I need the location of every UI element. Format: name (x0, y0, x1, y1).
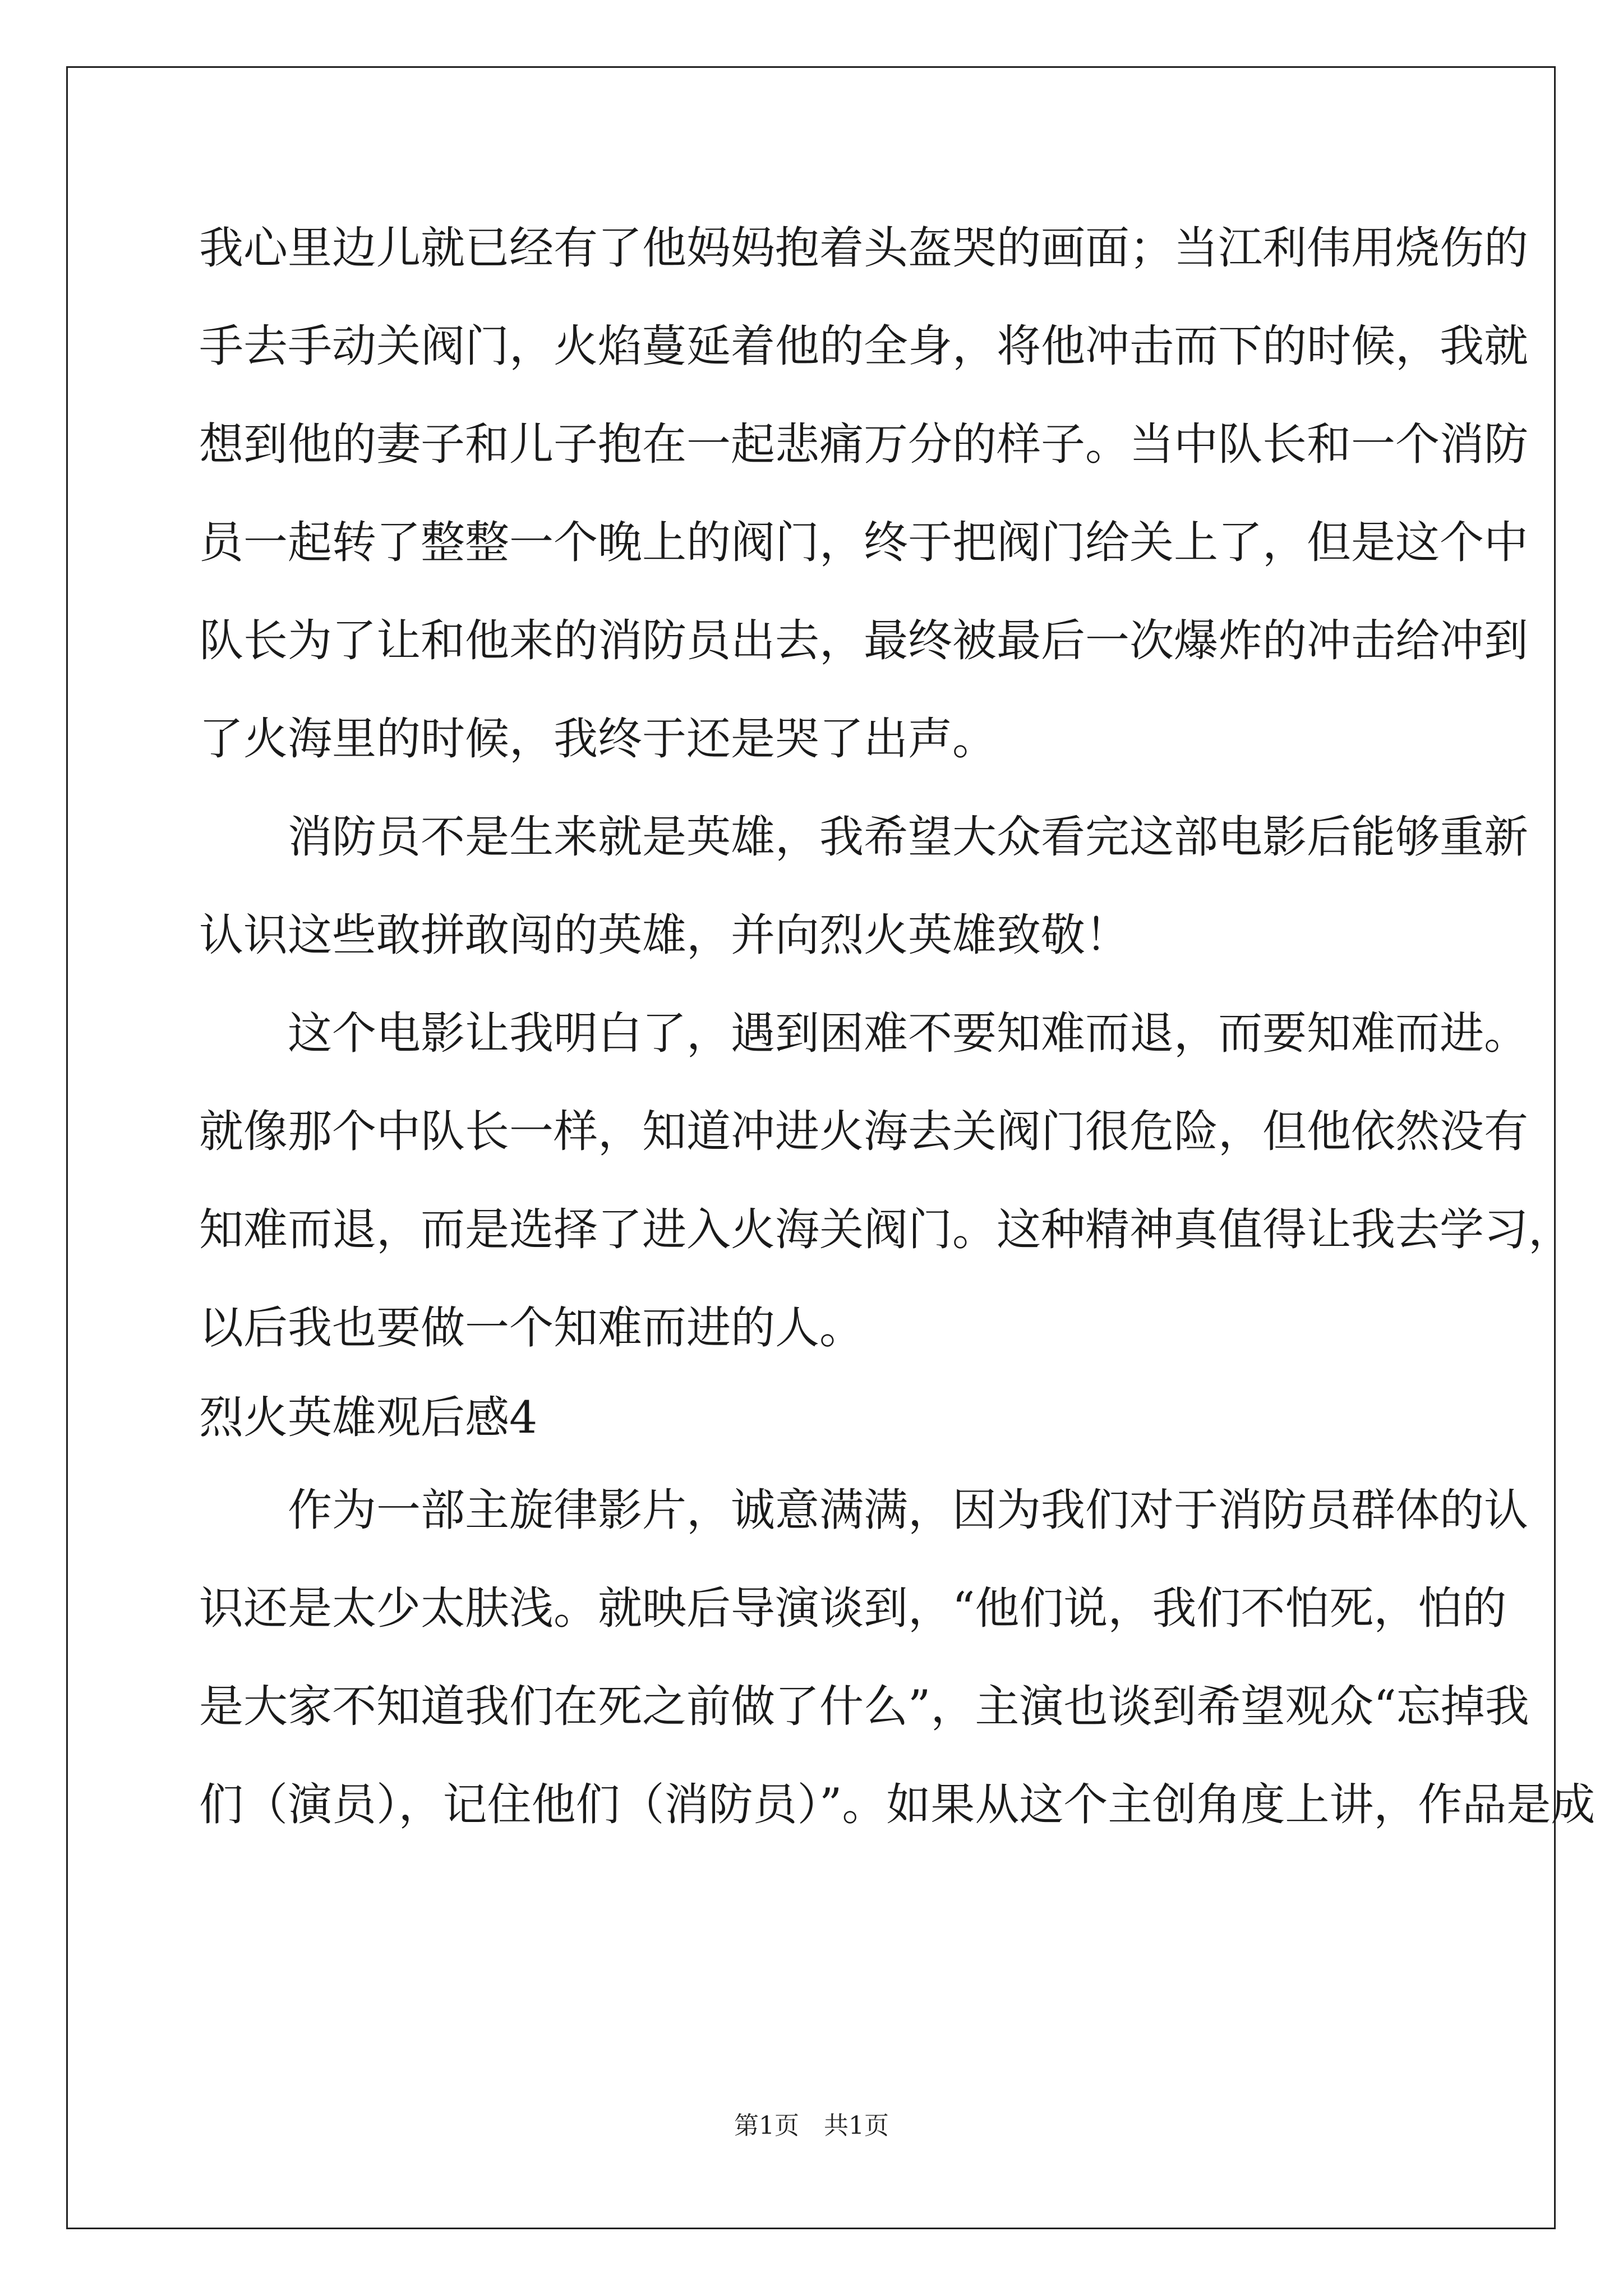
text-line: 员一起转了整整一个晚上的阀门，终于把阀门给关上了，但是这个中 (199, 517, 1528, 568)
text-line: 是大家不知道我们在死之前做了什么”，主演也谈到希望观众“忘掉我 (199, 1681, 1529, 1732)
text-line: 了火海里的时候，我终于还是哭了出声。 (199, 713, 997, 765)
page-number-footer: 第1页 共1页 (734, 2111, 889, 2140)
text-line: 识还是太少太肤浅。就映后导演谈到，“他们说，我们不怕死，怕的 (199, 1582, 1507, 1634)
text-line: 想到他的妻子和儿子抱在一起悲痛万分的样子。当中队长和一个消防 (199, 418, 1528, 470)
text-line: 队长为了让和他来的消防员出去，最终被最后一次爆炸的冲击给冲到 (199, 615, 1528, 666)
text-line: 这个电影让我明白了，遇到困难不要知难而退，而要知难而进。 (199, 1007, 1528, 1059)
text-line: 认识这些敢拼敢闯的英雄，并向烈火英雄致敬！ (199, 909, 1129, 961)
text-line: 我心里边儿就已经有了他妈妈抱着头盔哭的画面；当江利伟用烧伤的 (199, 222, 1528, 274)
text-line: 以后我也要做一个知难而进的人。 (199, 1302, 864, 1354)
text-line: 手去手动关阀门，火焰蔓延着他的全身，将他冲击而下的时候，我就 (199, 320, 1528, 372)
text-line: 们（演员），记住他们（消防员）”。如果从这个主创角度上讲，作品是成 (199, 1779, 1596, 1830)
text-line: 就像那个中队长一样，知道冲进火海去关阀门很危险，但他依然没有 (199, 1106, 1528, 1157)
text-line: 消防员不是生来就是英雄，我希望大众看完这部电影后能够重新 (199, 811, 1528, 863)
text-line: 知难而退，而是选择了进入火海关阀门。这种精神真值得让我去学习， (199, 1204, 1573, 1255)
section-heading: 烈火英雄观后感4 (199, 1392, 538, 1443)
text-line: 作为一部主旋律影片，诚意满满，因为我们对于消防员群体的认 (199, 1484, 1528, 1536)
